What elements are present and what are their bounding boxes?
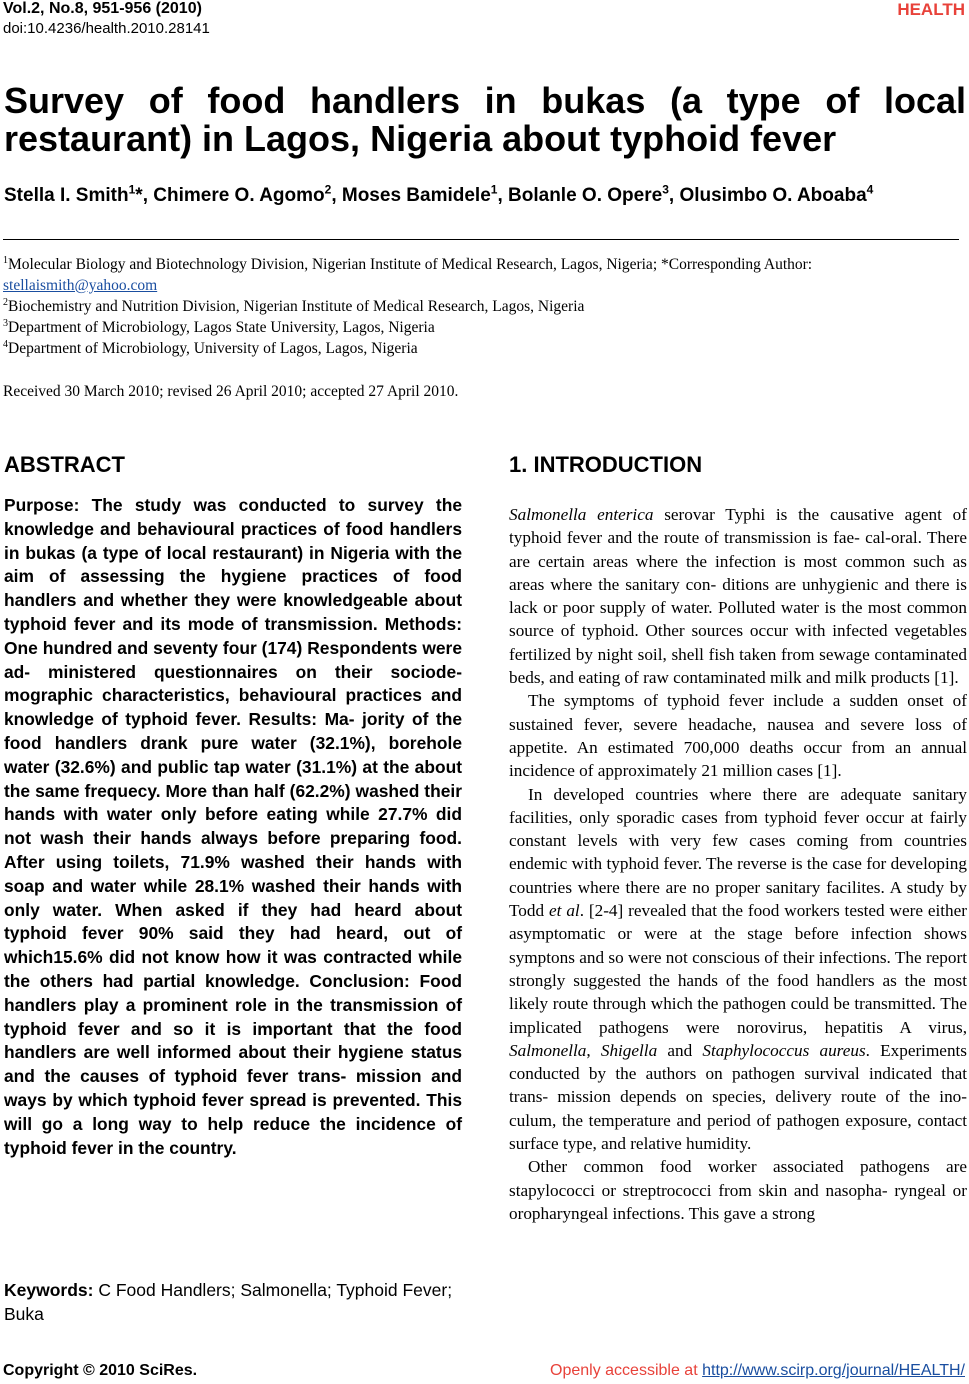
author: Bolanle O. Opere$^3$ [508, 182, 669, 206]
open-access-notice: Openly accessible at http://www.scirp.org/journal/HEALTH/ [550, 1362, 965, 1379]
intro-paragraph-4: Other common food worker associated pathogens are stapylococci or streptrococci from skin and nasopha- ryngeal or oropharyngeal infections. This gave a strong [509, 1157, 967, 1223]
author: Stella I. Smith$^1$* [4, 182, 143, 206]
doi: doi:10.4236/health.2010.28141 [3, 20, 210, 37]
author-list: Stella I. Smith$^1$*, Chimere O. Agomo$^2$, Moses Bamidele$^1$, Bolanle O. Opere$^3$, Olusimbo O. Aboaba$^4$ [4, 182, 874, 206]
affiliation-3: $^3$Department of Microbiology, Lagos State University, Lagos, Nigeria [3, 317, 435, 336]
introduction-body [509, 503, 967, 1225]
introduction-heading: 1. INTRODUCTION [509, 452, 703, 477]
affiliation-4: $^4$Department of Microbiology, University of Lagos, Lagos, Nigeria [3, 338, 418, 357]
intro-paragraph-3: In developed countries where there are adequate sanitary facilities, only sporadic cases from typhoid fever occur at fairly constant levels with very few cases coming from countries endemic with typhoid fever. The reverse is the case for developing countries where there are no proper sanitary facilites. A study by Todd et al. [2-4] revealed that the food workers tested were either asymptomatic or were at the stage before infection shows symptons and so were not conscious of their infections. The report strongly suggested the hands of the food handlers as the most likely route through which the pathogen could be transmitted. The implicated pathogens were norovirus, hepatitis A virus, Salmonella, Shigella and Staphylococcus aureus. Experiments conducted by the authors on pathogen survival indicated that trans- mission depends on species, delivery route of the ino- culum, the temperature and period of pathogen exposure, contact surface type, and relative humidity. [509, 784, 967, 1154]
keywords [4, 1278, 462, 1326]
abstract-body: Purpose: The study was conducted to survey the knowledge and behavioural practices of food handlers in bukas (a type of local restaurant) in Nigeria with the aim of assessing the hygiene practices of food handlers and whether they were knowledgeable about typhoid fever and its mode of transmission. Methods: One hundred and seventy four (174) Respondents were ad- ministered questionnaires on their sociode- mographic characteristics, behavioural practices and knowledge of typhoid fever. Results: Ma- jority of the food handlers drank pure water (32.1%), borehole water (32.6%) and public tap water (31.1%) at the about the same frequecy. More than half (62.2%) washed their hands with water only before eating while 27.7% did not wash their hands always before preparing food. After using toilets, 71.9% washed their hands with soap and water while 28.1% washed their hands with only water. When asked if they had heard about typhoid fever 90% said they had heard, out of which15.6% did not know how it was contracted while the others had partial knowledge. Conclusion: Food handlers play a prominent role in the transmission of typhoid fever and so it is important that the food handlers are well informed about their hygiene status and the causes of typhoid fever trans- mission and ways by which typhoid fever spread is prevented. This will go a long way to help reduce the incidence of typhoid fever in the country. [4, 495, 462, 1158]
intro-paragraph-2: The symptoms of typhoid fever include a sudden onset of sustained fever, severe headache, nausea and severe loss of appetite. An estimated 700,000 deaths occur from an annual incidence of approximately 21 million cases [1]. [509, 691, 967, 781]
intro-paragraph-1: Salmonella enterica serovar Typhi is the causative agent of typhoid fever and the route of transmission is fae- cal-oral. There are certain areas where the infection is most common such as areas where the sanitary con- ditions are unhygienic and there is lack or poor supply of water. Polluted water is the most common source of typhoid. Other sources occur with infected vegetables fertilized by night soil, shell fish taken from sewage contaminated beds, and eating of raw contaminated milk and milk products [1]. [509, 505, 967, 688]
journal-url-link[interactable]: http://www.scirp.org/journal/HEALTH/ [702, 1362, 965, 1379]
paper-title: Survey of food handlers in bukas (a type of local restaurant) in Lagos, Nigeria about typhoid fever [4, 80, 966, 159]
volume-info: Vol.2, No.8, 951-956 (2010) [3, 0, 202, 17]
author: Moses Bamidele$^1$ [341, 182, 498, 206]
keywords-list: C Food Handlers; Salmonella; Typhoid Fever; Buka [4, 1280, 453, 1324]
copyright: Copyright © 2010 SciRes. [3, 1362, 198, 1379]
corresponding-email-link[interactable]: stellaismith@yahoo.com [3, 277, 158, 294]
received-dates: Received 30 March 2010; revised 26 April 2010; accepted 27 April 2010. [3, 383, 459, 400]
abstract-heading: ABSTRACT [4, 452, 125, 477]
affiliation-1: $^1$Molecular Biology and Biotechnology Division, Nigerian Institute of Medical Research, Lagos, Nigeria; *Corresponding Author: [3, 254, 813, 273]
journal-name: HEALTH [897, 0, 965, 19]
title-divider [3, 239, 959, 240]
author: Olusimbo O. Aboaba$^4$ [679, 182, 874, 206]
affiliations [3, 254, 963, 359]
affiliation-2: $^2$Biochemistry and Nutrition Division, Nigerian Institute of Medical Research, Lagos, Nigeria [3, 296, 585, 315]
keywords-label: Keywords: [4, 1280, 94, 1300]
author: Chimere O. Agomo$^2$ [153, 182, 332, 206]
